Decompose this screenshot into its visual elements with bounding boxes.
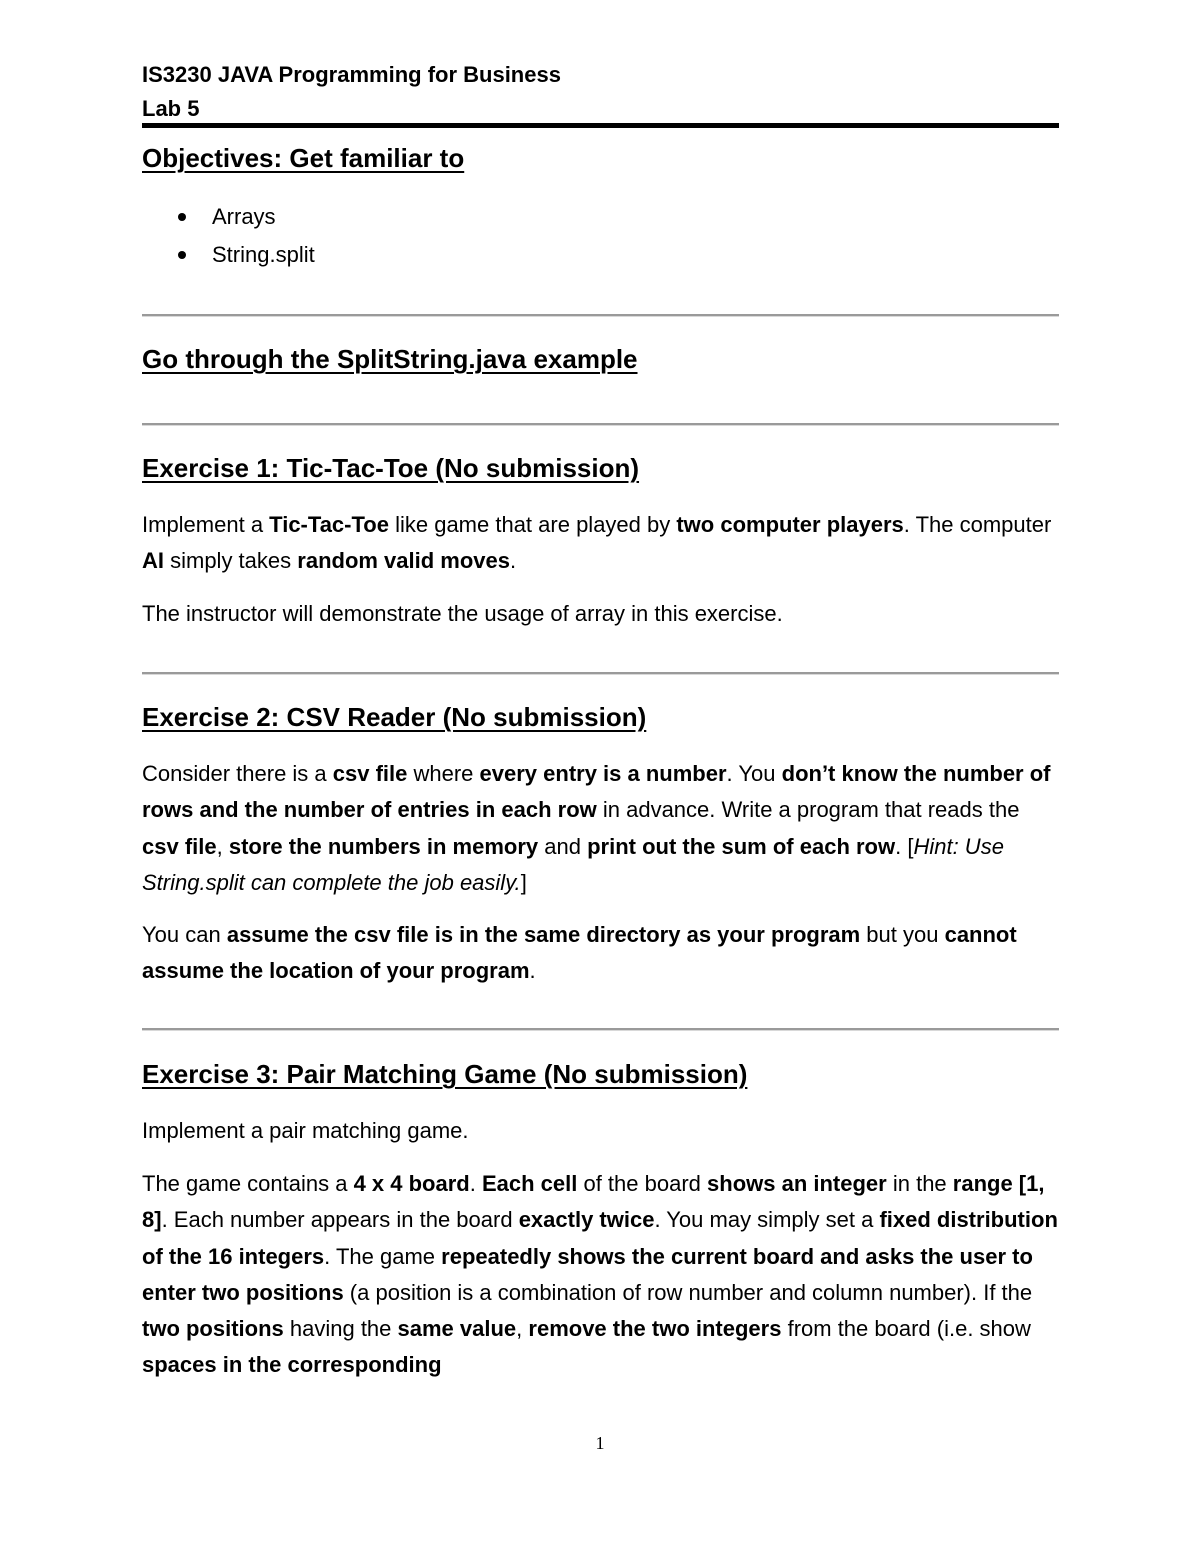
text-run: (a position is a combination of row number and column number). If the: [343, 1279, 1033, 1305]
text-run: Consider there is a: [142, 761, 333, 786]
text-run: same value: [397, 1316, 517, 1342]
text-run: in advance. Write a program that reads the: [596, 797, 1020, 823]
text-run: . You may simply set a: [654, 1207, 880, 1233]
header-rule: [142, 123, 1059, 128]
section-divider: [142, 1028, 1059, 1030]
text-run: .: [510, 548, 517, 574]
exercise1-paragraph-1: [142, 507, 1059, 580]
exercise2-paragraph-2: [142, 917, 1059, 990]
text-run: Each cell: [481, 1171, 578, 1196]
text-run: but you: [860, 922, 945, 947]
text-run: range [1, 8]: [142, 1171, 1045, 1233]
text-run: csv file: [332, 761, 408, 786]
text-run: 4 x 4 board: [353, 1171, 470, 1196]
text-run: shows an integer: [707, 1171, 887, 1196]
exercise2-heading: Exercise 2: CSV Reader (No submission): [142, 702, 647, 732]
text-run: fixed distribution of the 16 integers: [142, 1207, 1058, 1269]
text-run: print out the sum of each row: [587, 833, 896, 859]
exercise3-paragraph-1: Implement a pair matching game.: [142, 1118, 469, 1143]
text-run: every entry is a number: [479, 761, 727, 786]
text-run: You can: [142, 922, 227, 947]
text-run: two positions: [142, 1316, 284, 1342]
page-number: 1: [595, 1433, 605, 1453]
example-heading: Go through the SplitString.java example: [142, 344, 638, 374]
text-run: . The game: [324, 1243, 442, 1269]
bullet-icon: [178, 213, 186, 221]
text-run: ]: [520, 869, 527, 895]
section-divider: [142, 423, 1059, 425]
bullet-icon: [178, 251, 186, 259]
objectives-list: [142, 198, 315, 274]
text-run: Tic-Tac-Toe: [269, 512, 389, 537]
section-divider: [142, 314, 1059, 316]
text-run: . [: [895, 833, 914, 859]
text-run: of the board: [577, 1171, 708, 1196]
text-run: exactly twice: [518, 1207, 655, 1233]
list-item: String.split: [142, 236, 315, 274]
section-divider: [142, 672, 1059, 674]
text-run: The game contains a: [142, 1171, 354, 1196]
course-title: IS3230 JAVA Programming for Business: [142, 62, 561, 87]
text-run: AI: [142, 548, 164, 574]
text-run: like game that are played by: [388, 512, 677, 537]
text-run: . The computer: [903, 512, 1052, 537]
text-run: and: [538, 833, 588, 859]
text-run: two computer players: [676, 512, 904, 537]
text-run: repeatedly shows the current board and asks the user to enter two positions: [142, 1243, 1033, 1305]
text-run: ,: [516, 1316, 529, 1342]
text-run: having the: [283, 1316, 398, 1342]
text-run: store the numbers in memory: [228, 833, 539, 859]
text-run: Hint: Use String.split can complete the job easily.: [142, 833, 1004, 895]
text-run: don’t know the number of rows and the number of entries in each row: [142, 761, 1051, 823]
text-run: Implement a: [142, 512, 270, 537]
exercise3-paragraph-2: [142, 1166, 1059, 1384]
exercise2-paragraph-1: [142, 756, 1059, 901]
text-run: . Each number appears in the board: [161, 1207, 519, 1233]
text-run: cannot assume the location of your program: [142, 922, 1017, 984]
objectives-heading: Objectives: Get familiar to: [142, 143, 465, 173]
text-run: assume the csv file is in the same directory as your program: [226, 922, 861, 947]
text-run: simply takes: [164, 548, 298, 574]
exercise3-heading: Exercise 3: Pair Matching Game (No submission): [142, 1059, 748, 1089]
text-run: random valid moves: [297, 548, 511, 574]
text-run: where: [407, 761, 480, 786]
text-run: . You: [726, 761, 782, 786]
text-run: .: [469, 1171, 482, 1196]
text-run: spaces in the corresponding: [142, 1352, 442, 1378]
lab-number: Lab 5: [142, 96, 200, 121]
text-run: in the: [886, 1171, 953, 1196]
document-header: [142, 58, 1059, 126]
text-run: .: [529, 958, 536, 984]
exercise1-heading: Exercise 1: Tic-Tac-Toe (No submission): [142, 453, 640, 483]
list-item: Arrays: [142, 198, 315, 236]
text-run: ,: [216, 833, 229, 859]
text-run: csv file: [142, 833, 217, 859]
text-run: remove the two integers: [528, 1316, 782, 1342]
text-run: from the board (i.e. show: [781, 1316, 1031, 1342]
exercise1-paragraph-2: The instructor will demonstrate the usage of array in this exercise.: [142, 601, 783, 626]
